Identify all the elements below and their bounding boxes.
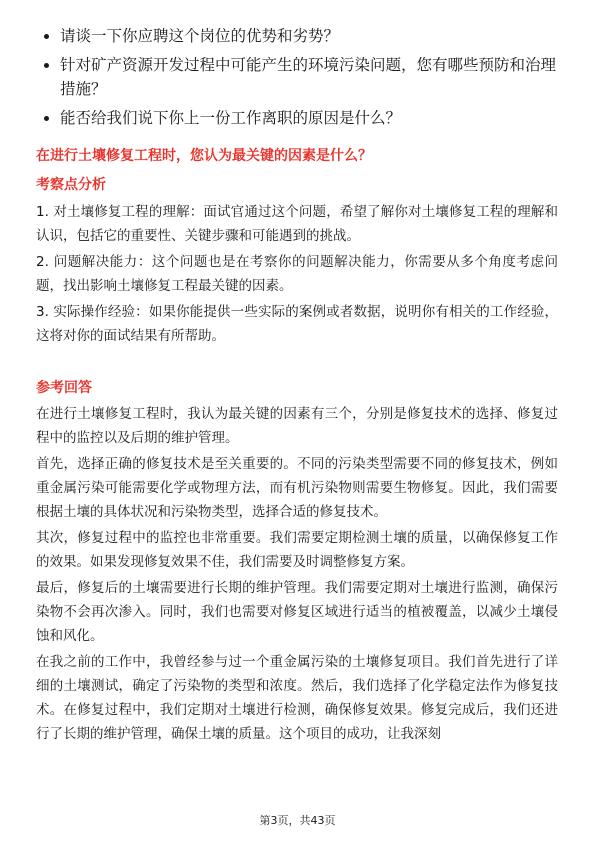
analysis-heading: 考察点分析 [36, 177, 106, 193]
bullet-item [40, 53, 560, 101]
bullet-dot-icon [44, 116, 49, 121]
bullet-text: 请谈一下你应聘这个岗位的优势和劣势？ [60, 27, 340, 45]
answer-paragraph: 在我之前的工作中，我曾经参与过一个重金属污染的土壤修复项目。我们首先进行了详细的土壤测试，确定了污染物的类型和浓度。然后，我们选择了化学稳定法作为修复技术。在修复过程中，我们定期对土壤进行检测，确保修复效果。修复完成后，我们还进行了长期的维护管理，确保土壤的质量。这个项目的成功，让我深刻 [36, 654, 558, 742]
question-heading: 在进行土壤修复工程时，您认为最关键的因素是什么？ [36, 148, 372, 164]
answer-paragraph: 首先，选择正确的修复技术是至关重要的。不同的污染类型需要不同的修复技术，例如重金属污染可能需要化学或物理方法，而有机污染物则需要生物修复。因此，我们需要根据土壤的具体状况和污染物类型，选择合适的修复技术。 [36, 456, 558, 520]
answer-paragraph: 其次，修复过程中的监控也非常重要。我们需要定期检测土壤的质量，以确保修复工作的效果。如果发现修复效果不佳，我们需要及时调整修复方案。 [36, 530, 558, 570]
answer-paragraph: 在进行土壤修复工程时，我认为最关键的因素有三个，分别是修复技术的选择、修复过程中的监控以及后期的维护管理。 [36, 406, 558, 446]
analysis-item: 1. 对土壤修复工程的理解：面试官通过这个问题，希望了解你对土壤修复工程的理解和认识，包括它的重要性、关键步骤和可能遇到的挑战。 [36, 204, 558, 244]
bullet-item [40, 24, 560, 48]
analysis-body [36, 200, 558, 350]
answer-paragraph: 最后，修复后的土壤需要进行长期的维护管理。我们需要定期对土壤进行监测，确保污染物不会再次渗入。同时，我们也需要对修复区域进行适当的植被覆盖，以减少土壤侵蚀和风化。 [36, 580, 558, 644]
bullet-list [40, 24, 560, 135]
page-number: 第3页，共43页 [259, 814, 336, 827]
bullet-text: 针对矿产资源开发过程中可能产生的环境污染问题，您有哪些预防和治理措施？ [60, 56, 557, 98]
bullet-text: 能否给我们说下你上一份工作离职的原因是什么？ [60, 109, 402, 127]
bullet-item [40, 106, 560, 130]
analysis-item: 2. 问题解决能力：这个问题也是在考察你的问题解决能力，你需要从多个角度考虑问题，找出影响土壤修复工程最关键的因素。 [36, 254, 558, 294]
analysis-item: 3. 实际操作经验：如果你能提供一些实际的案例或者数据，说明你有相关的工作经验，这将对你的面试结果有所帮助。 [36, 304, 558, 344]
answer-heading: 参考回答 [36, 380, 92, 396]
answer-body [36, 402, 558, 748]
bullet-dot-icon [44, 63, 49, 68]
bullet-dot-icon [44, 34, 49, 39]
